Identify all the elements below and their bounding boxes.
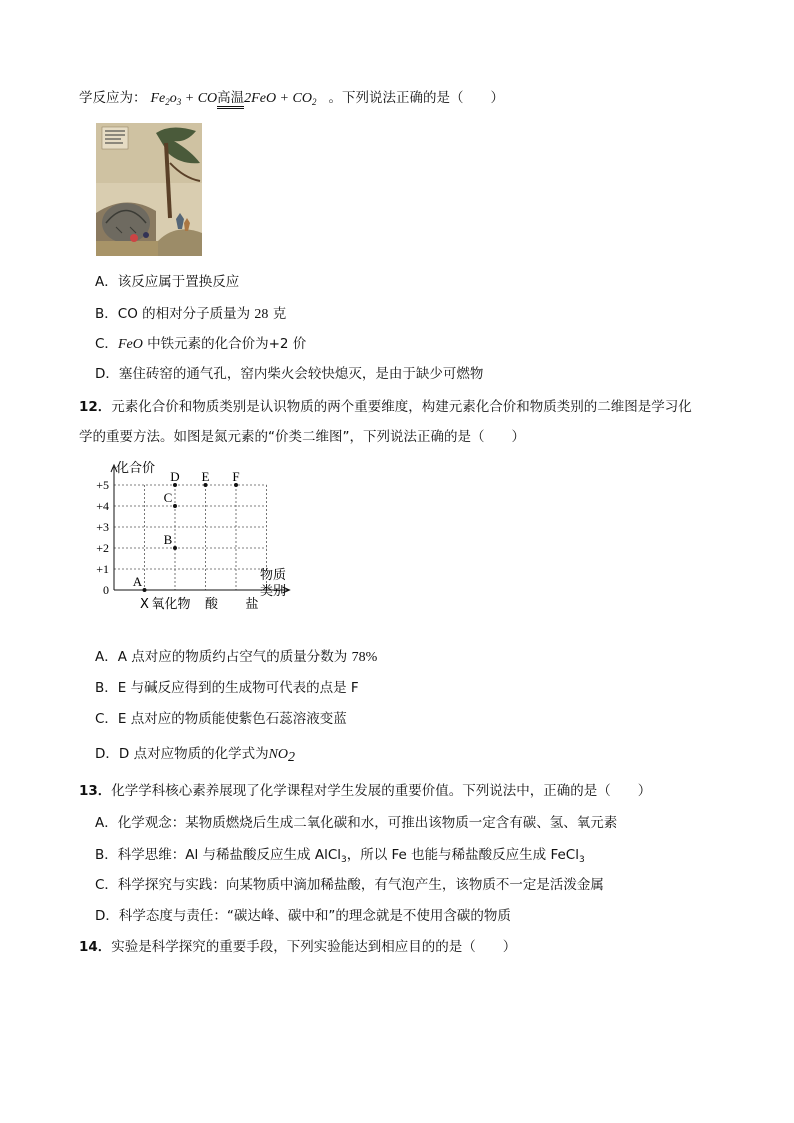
q12-option-b[interactable]: B．E 与碱反应得到的生成物可代表的点是 F — [95, 680, 359, 696]
chart-points — [133, 469, 240, 592]
q11-stem-prefix: 学反应为： — [79, 90, 147, 106]
q13-number: 13． — [79, 783, 112, 799]
q13-option-d[interactable]: D．科学态度与责任：“碳达峰、碳中和”的理念就是不使用含碳的物质 — [95, 908, 511, 924]
x-tick-label: 氧化物 — [151, 597, 191, 612]
q11-stem-line — [79, 86, 504, 107]
data-point-C — [173, 504, 177, 508]
y-tick-label: +4 — [96, 499, 109, 513]
q11-option-b[interactable]: B．CO 的相对分子质量为 28 克 — [95, 306, 287, 322]
q14-number: 14． — [79, 939, 112, 955]
chart-xlabel: 物质类别 — [260, 568, 287, 599]
y-tick-label: 0 — [103, 583, 109, 597]
data-label-F: F — [232, 469, 240, 484]
kiln-illustration-image — [96, 123, 202, 256]
data-point-B — [173, 546, 177, 550]
q13-option-c[interactable]: C．科学探究与实践：向某物质中滴加稀盐酸，有气泡产生，该物质不一定是活泼金属 — [95, 877, 604, 893]
data-label-B: B — [163, 532, 173, 547]
q13-option-b[interactable]: B．科学思维：Al 与稀盐酸反应生成 AlCl$_3$，所以 Fe 也能与稀盐酸反应生成 FeCl$_3$ — [95, 847, 585, 865]
y-tick-label: +3 — [96, 520, 109, 534]
chart-ylabel: 化合价 — [116, 461, 156, 476]
data-label-E: E — [201, 469, 210, 484]
data-label-C: C — [163, 490, 173, 505]
x-tick-label: X — [140, 597, 149, 612]
q11-option-c[interactable]: C．FeO 中铁元素的化合价为+2 价 — [95, 336, 307, 352]
data-label-D: D — [170, 469, 180, 484]
q11-option-a[interactable]: A．该反应属于置换反应 — [95, 274, 240, 290]
q12-option-a[interactable]: A．A 点对应的物质约占空气的质量分数为 78% — [95, 649, 378, 665]
x-tick-label: 酸 — [204, 597, 219, 612]
valence-class-chart — [88, 455, 308, 630]
y-tick-label: +5 — [96, 478, 109, 492]
q13-stem: 13．化学学科核心素养展现了化学课程对学生发展的重要价值。下列说法中，正确的是（ ） — [79, 783, 652, 799]
q12-option-d[interactable]: D．D 点对应物质的化学式为$NO_2$ — [95, 746, 296, 765]
q12-stem-line1: 12．元素化合价和物质类别是认识物质的两个重要维度，构建元素化合价和物质类别的二维图是学习化 — [79, 399, 692, 415]
q11-stem-suffix: 。下列说法正确的是（ ） — [328, 90, 504, 106]
y-tick-label: +1 — [96, 562, 109, 576]
q12-stem-line2: 学的重要方法。如图是氮元素的“价类二维图”，下列说法正确的是（ ） — [79, 429, 525, 445]
q11-eq-condition: 高温 — [217, 90, 244, 109]
chart-ticks — [96, 478, 258, 612]
data-label-A: A — [132, 574, 143, 589]
y-tick-label: +2 — [96, 541, 109, 555]
q14-stem: 14．实验是科学探究的重要手段，下列实验能达到相应目的的是（ ） — [79, 939, 517, 955]
q11-equation: $Fe_2o_3$ + CO — [150, 91, 218, 107]
x-tick-label: 盐 — [245, 597, 259, 612]
kiln-illustration — [96, 123, 202, 256]
q11-equation-products: $2FeO + CO_2$ — [244, 91, 317, 107]
q11-option-d[interactable]: D．塞住砖窑的通气孔，窑内柴火会较快熄灭，是由于缺少可燃物 — [95, 366, 484, 382]
q12-number: 12． — [79, 399, 112, 415]
data-point-A — [143, 588, 147, 592]
q13-option-a[interactable]: A．化学观念：某物质燃烧后生成二氧化碳和水，可推出该物质一定含有碳、氢、氧元素 — [95, 815, 618, 831]
q12-option-c[interactable]: C．E 点对应的物质能使紫色石蕊溶液变蓝 — [95, 711, 347, 727]
